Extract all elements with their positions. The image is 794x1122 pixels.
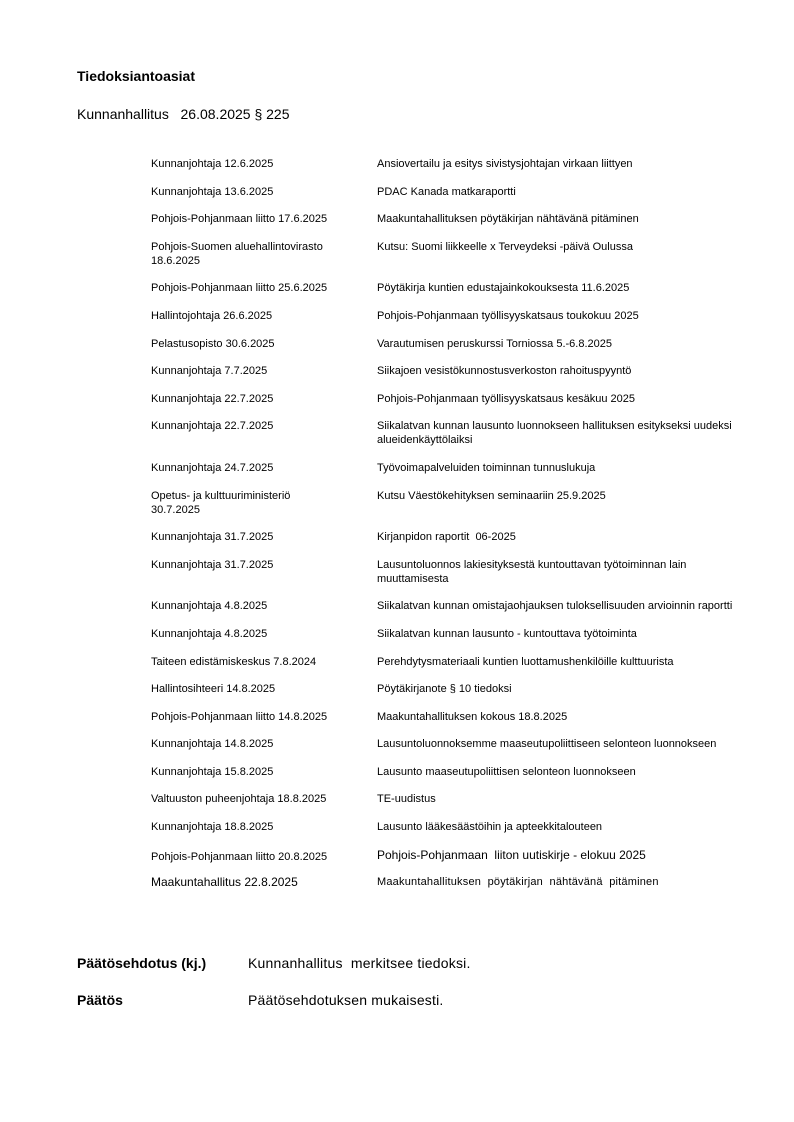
item-subject: Pohjois-Pohjanmaan työllisyyskatsaus kesäkuu 2025 xyxy=(377,392,636,405)
item-subject: Lausuntoluonnos lakiesityksestä kuntouttavan työtoiminnan lain muuttamisesta xyxy=(377,558,687,585)
list-item xyxy=(151,281,751,295)
list-item xyxy=(151,185,751,199)
decision-final-label: Päätös xyxy=(77,992,123,1008)
item-sender: Kunnanjohtaja 12.6.2025 xyxy=(151,158,274,170)
decision-proposal-label: Päätösehdotus (kj.) xyxy=(77,955,207,971)
item-subject: Varautumisen peruskurssi Torniossa 5.-6.8.2025 xyxy=(377,337,612,350)
item-sender: Hallintosihteeri 14.8.2025 xyxy=(151,683,276,696)
item-subject: Työvoimapalveluiden toiminnan tunnuslukuja xyxy=(377,461,596,474)
list-item xyxy=(151,364,751,378)
list-item xyxy=(151,792,751,806)
item-sender: Pelastusopisto 30.6.2025 xyxy=(151,337,275,350)
item-subject: Kirjanpidon raportit 06-2025 xyxy=(377,531,516,544)
item-subject: Pohjois-Pohjanmaan työllisyyskatsaus toukokuu 2025 xyxy=(377,309,639,322)
item-sender: Kunnanjohtaja 4.8.2025 xyxy=(151,627,268,640)
item-sender: Pohjois-Pohjanmaan liitto 25.6.2025 xyxy=(151,282,328,295)
item-sender: Pohjois-Pohjanmaan liitto 17.6.2025 xyxy=(151,213,328,226)
section-heading: Tiedoksiantoasiat xyxy=(77,68,196,84)
item-sender: Taiteen edistämiskeskus 7.8.2024 xyxy=(151,655,317,668)
list-item xyxy=(151,737,751,751)
item-subject: TE-uudistus xyxy=(377,793,436,806)
item-subject: Lausunto lääkesäästöihin ja apteekkitalouteen xyxy=(377,821,603,834)
decision-final-text: Päätösehdotuksen mukaisesti. xyxy=(248,992,444,1008)
list-item xyxy=(151,875,751,890)
item-subject: Maakuntahallituksen pöytäkirjan nähtävänä pitäminen xyxy=(377,213,639,226)
list-item xyxy=(151,599,751,613)
item-subject: Lausuntoluonnoksemme maaseutupoliittiseen selonteon luonnokseen xyxy=(377,738,717,751)
item-sender: Maakuntahallitus 22.8.2025 xyxy=(151,875,298,890)
item-subject: Siikalatvan kunnan lausunto luonnokseen hallituksen esitykseksi uudeksi alueidenkäyttölaiksi xyxy=(377,420,732,447)
item-sender: Kunnanjohtaja 31.7.2025 xyxy=(151,558,274,571)
list-item xyxy=(151,419,751,447)
item-sender: Kunnanjohtaja 15.8.2025 xyxy=(151,765,274,778)
item-subject: Siikalatvan kunnan lausunto - kuntouttava työtoiminta xyxy=(377,627,637,640)
item-subject: Siikajoen vesistökunnostusverkoston rahoituspyyntö xyxy=(377,365,632,378)
list-item xyxy=(151,530,751,544)
list-item xyxy=(151,765,751,779)
decision-proposal-text: Kunnanhallitus merkitsee tiedoksi. xyxy=(248,955,471,971)
meeting-reference: Kunnanhallitus 26.08.2025 § 225 xyxy=(77,106,290,122)
list-item xyxy=(151,682,751,696)
item-subject: Kutsu Väestökehityksen seminaariin 25.9.2025 xyxy=(377,489,606,502)
item-subject: Pöytäkirja kuntien edustajainkokouksesta 11.6.2025 xyxy=(377,282,630,295)
list-item xyxy=(151,240,751,268)
item-subject: Pohjois-Pohjanmaan liiton uutiskirje - elokuu 2025 xyxy=(377,847,646,862)
item-sender: Kunnanjohtaja 31.7.2025 xyxy=(151,531,274,544)
item-sender: Hallintojohtaja 26.6.2025 xyxy=(151,309,273,322)
item-subject: Perehdytysmateriaali kuntien luottamushenkilöille kulttuurista xyxy=(377,655,674,668)
list-item xyxy=(151,212,751,226)
item-sender: Pohjois-Pohjanmaan liitto 14.8.2025 xyxy=(151,710,328,723)
item-subject: Lausunto maaseutupoliittisen selonteon luonnokseen xyxy=(377,765,636,778)
item-sender: Valtuuston puheenjohtaja 18.8.2025 xyxy=(151,793,327,806)
list-item xyxy=(151,848,751,864)
item-sender: Kunnanjohtaja 4.8.2025 xyxy=(151,600,268,613)
item-subject: Maakuntahallituksen kokous 18.8.2025 xyxy=(377,710,568,723)
item-sender: Kunnanjohtaja 22.7.2025 xyxy=(151,420,274,433)
item-subject: Ansiovertailu ja esitys sivistysjohtajan virkaan liittyen xyxy=(377,158,633,170)
item-subject: Siikalatvan kunnan omistajaohjauksen tuloksellisuuden arvioinnin raportti xyxy=(377,600,733,613)
item-sender: Kunnanjohtaja 14.8.2025 xyxy=(151,738,274,751)
item-sender: Kunnanjohtaja 13.6.2025 xyxy=(151,185,274,198)
item-sender: Kunnanjohtaja 22.7.2025 xyxy=(151,392,274,405)
decision-final xyxy=(77,992,444,1008)
item-subject: Maakuntahallituksen pöytäkirjan nähtävänä pitäminen xyxy=(377,876,659,889)
item-subject: PDAC Kanada matkaraportti xyxy=(377,185,516,198)
item-sender: Opetus- ja kulttuuriministeriö 30.7.2025 xyxy=(151,489,291,516)
list-item xyxy=(151,489,751,517)
list-item xyxy=(151,309,751,323)
item-sender: Kunnanjohtaja 7.7.2025 xyxy=(151,365,268,378)
item-sender: Kunnanjohtaja 24.7.2025 xyxy=(151,461,274,474)
list-item xyxy=(151,627,751,641)
list-item xyxy=(151,710,751,724)
list-item xyxy=(151,392,751,406)
notification-list xyxy=(151,157,751,890)
list-item xyxy=(151,655,751,669)
list-item xyxy=(151,820,751,834)
item-sender: Pohjois-Pohjanmaan liitto 20.8.2025 xyxy=(151,850,328,863)
item-subject: Pöytäkirjanote § 10 tiedoksi xyxy=(377,683,512,696)
item-subject: Kutsu: Suomi liikkeelle x Terveydeksi -päivä Oulussa xyxy=(377,240,633,253)
list-item xyxy=(151,558,751,586)
decision-proposal xyxy=(77,955,471,971)
list-item xyxy=(151,157,751,171)
list-item xyxy=(151,461,751,475)
item-sender: Pohjois-Suomen aluehallintovirasto 18.6.2025 xyxy=(151,240,323,267)
list-item xyxy=(151,337,751,351)
item-sender: Kunnanjohtaja 18.8.2025 xyxy=(151,821,274,834)
